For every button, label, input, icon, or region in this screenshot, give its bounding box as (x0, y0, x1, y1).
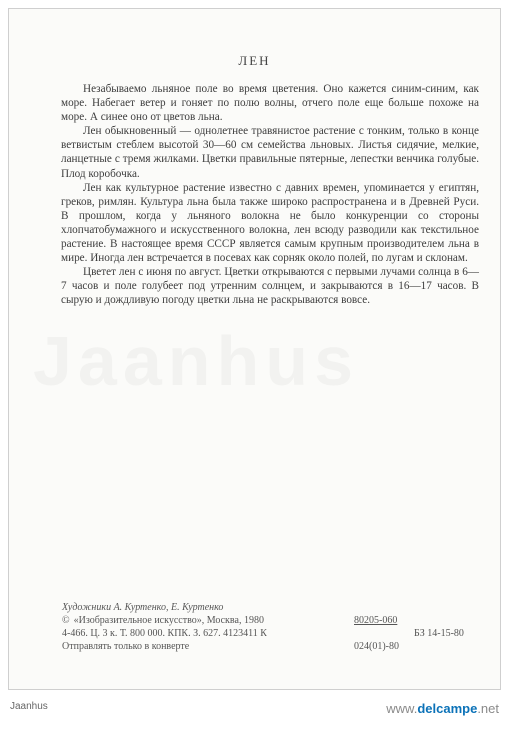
artists-credit: Художники А. Куртенко, Е. Куртенко (62, 602, 224, 613)
page-footer (0, 691, 509, 730)
catalog-code-bottom: 024(01)-80 (354, 641, 399, 652)
page-title: ЛЕН (238, 53, 271, 68)
watermark-text (33, 321, 359, 401)
article-body (61, 82, 479, 308)
paragraph: Незабываемо льняное поле во время цветения. Оно кажется синим-синим, как море. Набегает ветер и гоняет по полю волны, отчего поле еще больше похоже на море. А синее оно от цветов льна. (61, 83, 479, 124)
seller-name: Jaanhus (10, 701, 48, 712)
site-brand: delcampe (417, 701, 478, 716)
paragraph: Лен как культурное растение известно с давних времен, упоминается у египтян, греков, римлян. Культура льна была также широко распространена и в Древней Руси. В прошлом, когда у льняного волокна не было конкуренции со стороны хлопчатобумажного и искусственного волокна, лен всюду разводили как текстильное растение. В настоящее время СССР является самым крупным производителем льна в мире. Иногда лен встречается в посевах как сорняк около полей, по лугам и склонам. (61, 181, 479, 265)
paragraph: Цветет лен с июня по август. Цветки открываются с первыми лучами солнца в 6—7 часов и поле голубеет под утренним солнцем, и закрываются в 16—17 часов. В сырую и дождливую погоду цветки льна не раскрываются вовсе. (61, 266, 479, 307)
paragraph: Лен обыкновенный — однолетнее травянистое растение с тонким, только в конце ветвистым стеблем высотой 30—60 см семейства льновых. Листья сидячие, мелкие, ланцетные с тремя жилками. Цветки правильные пятерные, лепестки венчика голубые. Плод коробочка. (61, 125, 479, 180)
site-suffix: .net (477, 701, 499, 716)
print-details: 4-466. Ц. 3 к. Т. 800 000. КПК. З. 627. 4123411 К (62, 628, 267, 639)
mailing-note: Отправлять только в конверте (62, 641, 190, 652)
site-prefix: www. (386, 701, 418, 716)
copyright-icon: © (62, 615, 70, 626)
catalog-code-top: 80205-060 (354, 615, 398, 626)
postcard-back (8, 8, 501, 690)
imprint-block (62, 602, 482, 653)
site-link[interactable] (386, 701, 499, 716)
publisher-line: «Изобразительное искусство», Москва, 1980 (73, 615, 264, 626)
catalog-code-right: БЗ 14-15-80 (414, 628, 464, 639)
